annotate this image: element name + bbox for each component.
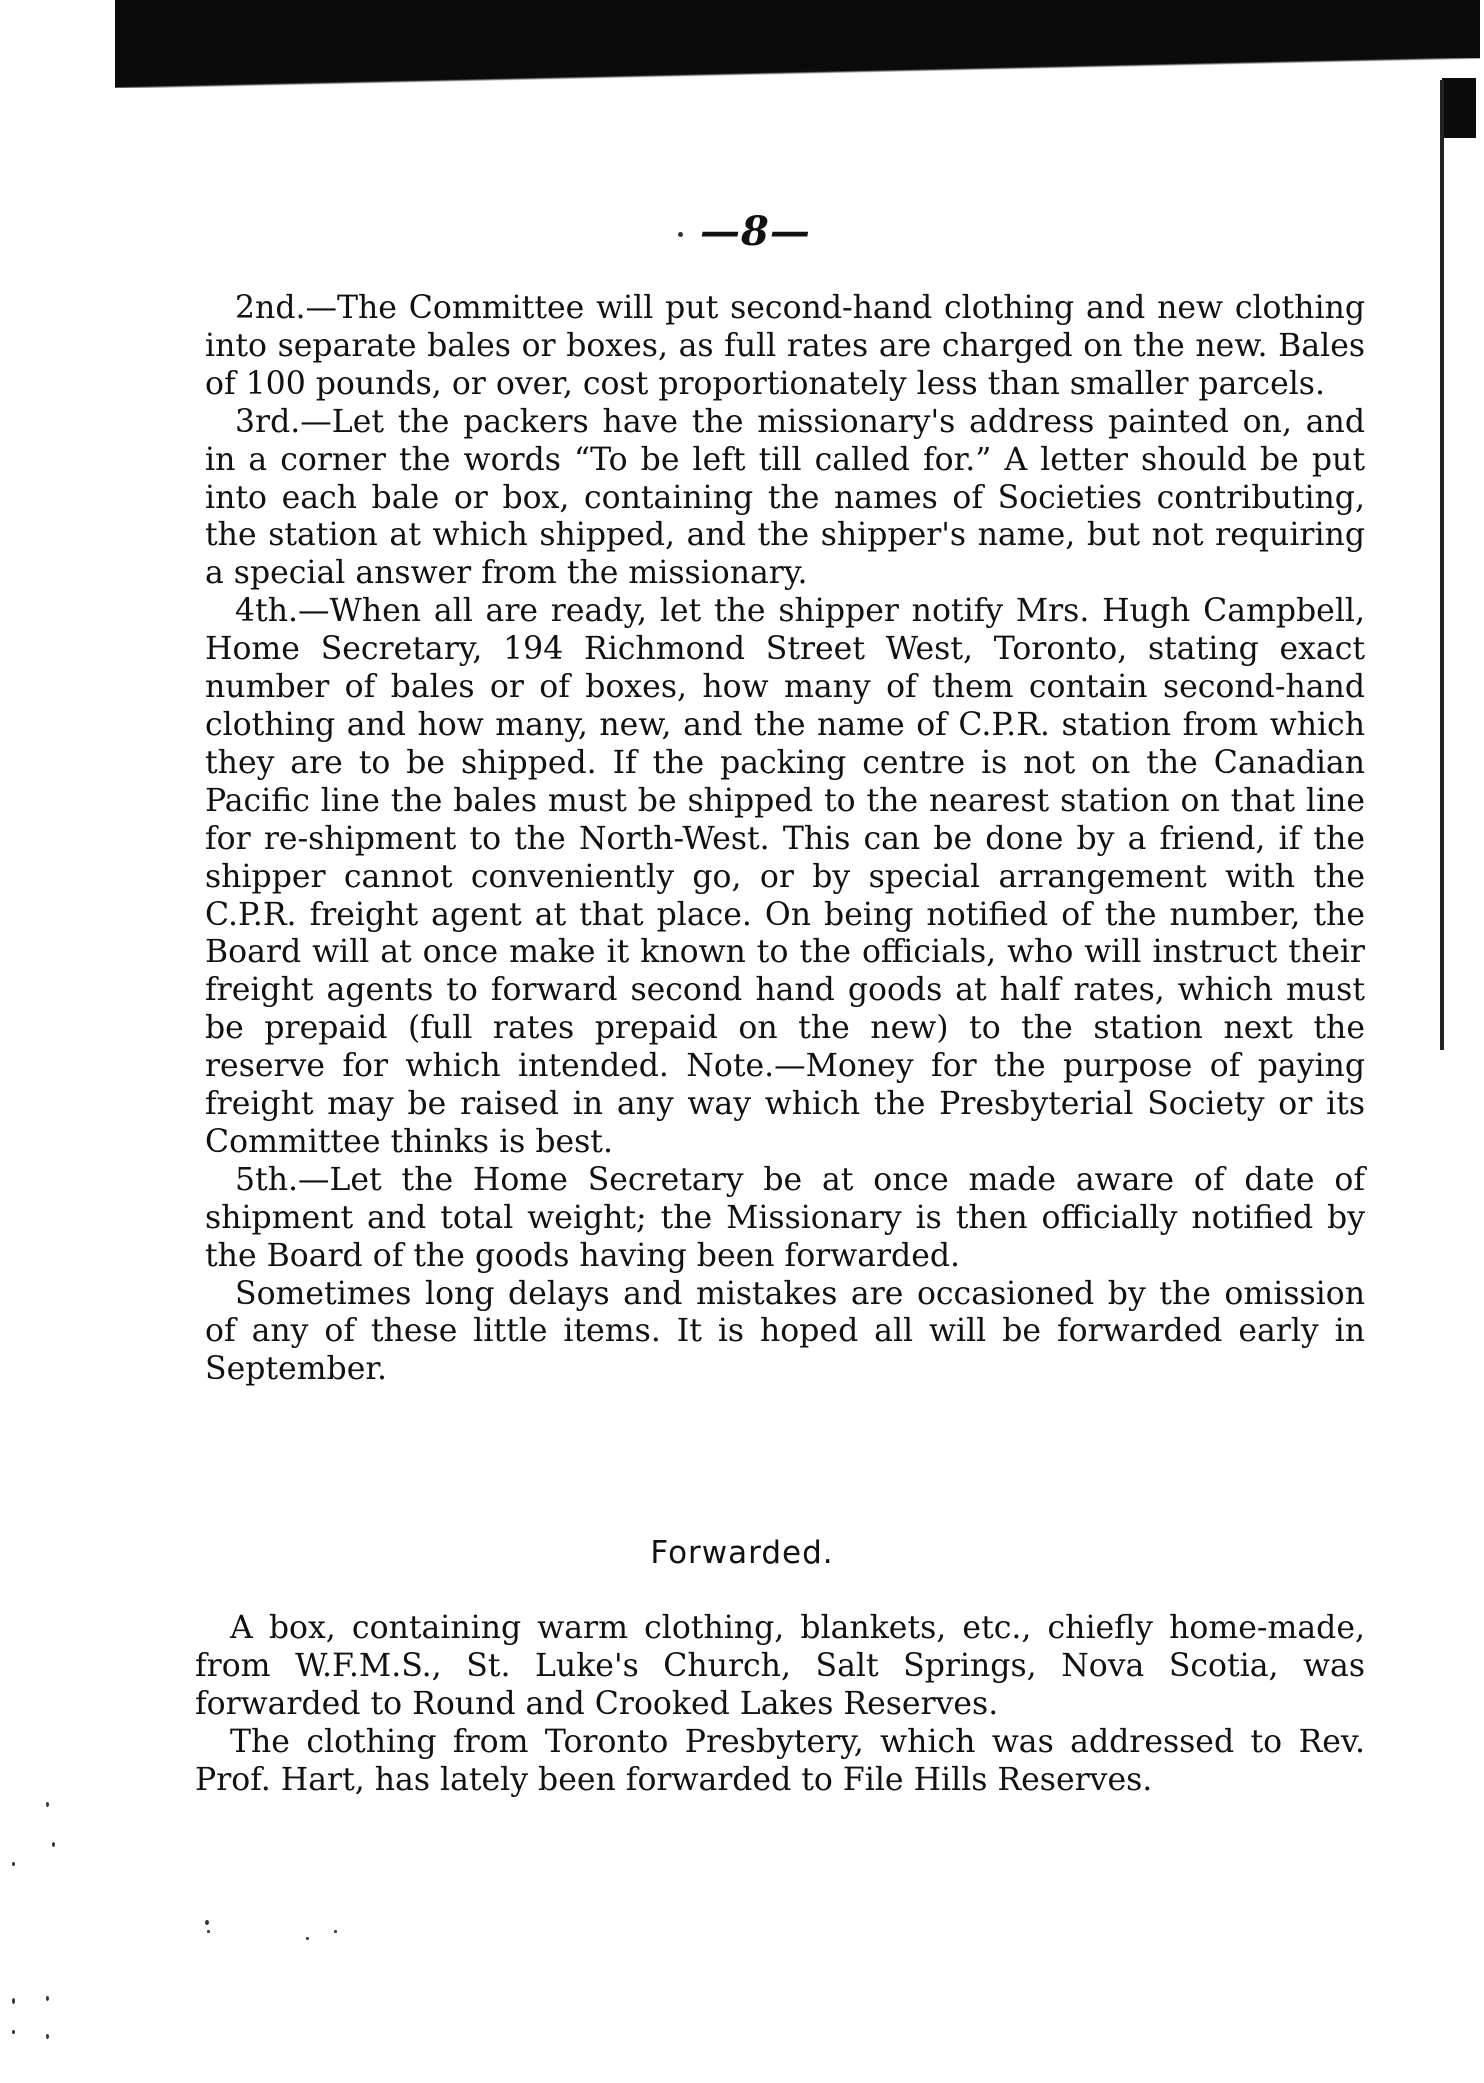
instruction-paragraph-3rd: 3rd.—Let the packers have the missionary's address painted on, and in a corner the words “To be left till called for.” A letter should be put into each bale or box, containing the names of Societies contributing, the station at which shipped, and the shipper's name, but not requiring a special answer from the missionary. xyxy=(205,403,1365,592)
forwarded-heading: Forwarded. xyxy=(650,1535,834,1571)
scan-speck xyxy=(306,1937,309,1940)
forwarded-section xyxy=(195,1610,1365,1800)
instruction-paragraph-4th: 4th.—When all are ready, let the shipper notify Mrs. Hugh Campbell, Home Secretary, 194 Richmond Street West, Toronto, stating exact number of bales or of boxes, how many of them contain second-hand clothing and how many, new, and the name of C.P.R. station from which they are to be shipped. If the packing centre is not on the Canadian Pacific line the bales must be shipped to the nearest station on that line for re-shipment to the North-West. This can be done by a friend, if the shipper cannot conveniently go, or by special arrangement with the C.P.R. freight agent at that place. On being notified of the number, the Board will at once make it known to the officials, who will instruct their freight agents to forward second hand goods at half rates, which must be prepaid (full rates prepaid on the new) to the station next the reserve for which intended. Note.—Money for the purpose of paying freight may be raised in any way which the Presbyterial Society or its Committee thinks is best. xyxy=(205,593,1365,1160)
shipping-instructions xyxy=(205,290,1365,1389)
forwarded-paragraph: A box, containing warm clothing, blankets, etc., chiefly home-made, from W.F.M.S., St. Luke's Church, Salt Springs, Nova Scotia, was forwarded to Round and Crooked Lakes Reserves. xyxy=(195,1610,1365,1722)
scan-speck xyxy=(334,1930,337,1933)
scan-speck xyxy=(12,1862,15,1866)
scan-top-stripe xyxy=(115,60,535,65)
scan-speck xyxy=(205,1920,209,1925)
scan-speck xyxy=(12,2030,15,2034)
scan-right-rule xyxy=(1440,80,1444,1050)
page-number: —8— xyxy=(700,208,811,255)
scan-speck xyxy=(207,1930,210,1933)
instruction-paragraph-5th: 5th.—Let the Home Secretary be at once made aware of date of shipment and total weight; the Missionary is then officially notified by the Board of the goods having been forwarded. xyxy=(205,1161,1365,1274)
scan-speck xyxy=(46,1802,49,1807)
scan-speck xyxy=(12,1998,15,2004)
scan-speck xyxy=(46,1996,49,2001)
scan-speck xyxy=(52,1842,55,1847)
scan-speck xyxy=(46,2034,49,2039)
closing-note-paragraph: Sometimes long delays and mistakes are occasioned by the omission of any of these little items. It is hoped all will be forwarded early in September. xyxy=(205,1275,1365,1388)
instruction-paragraph-2nd: 2nd.—The Committee will put second-hand clothing and new clothing into separate bales or boxes, as full rates are charged on the new. Bales of 100 pounds, or over, cost proportionately less than smaller parcels. xyxy=(205,290,1365,402)
scan-speck xyxy=(678,232,683,237)
scan-right-corner xyxy=(1442,78,1476,138)
scan-top-bar xyxy=(115,0,1480,58)
forwarded-paragraph: The clothing from Toronto Presbytery, which was addressed to Rev. Prof. Hart, has lately been forwarded to File Hills Reserves. xyxy=(195,1723,1365,1798)
